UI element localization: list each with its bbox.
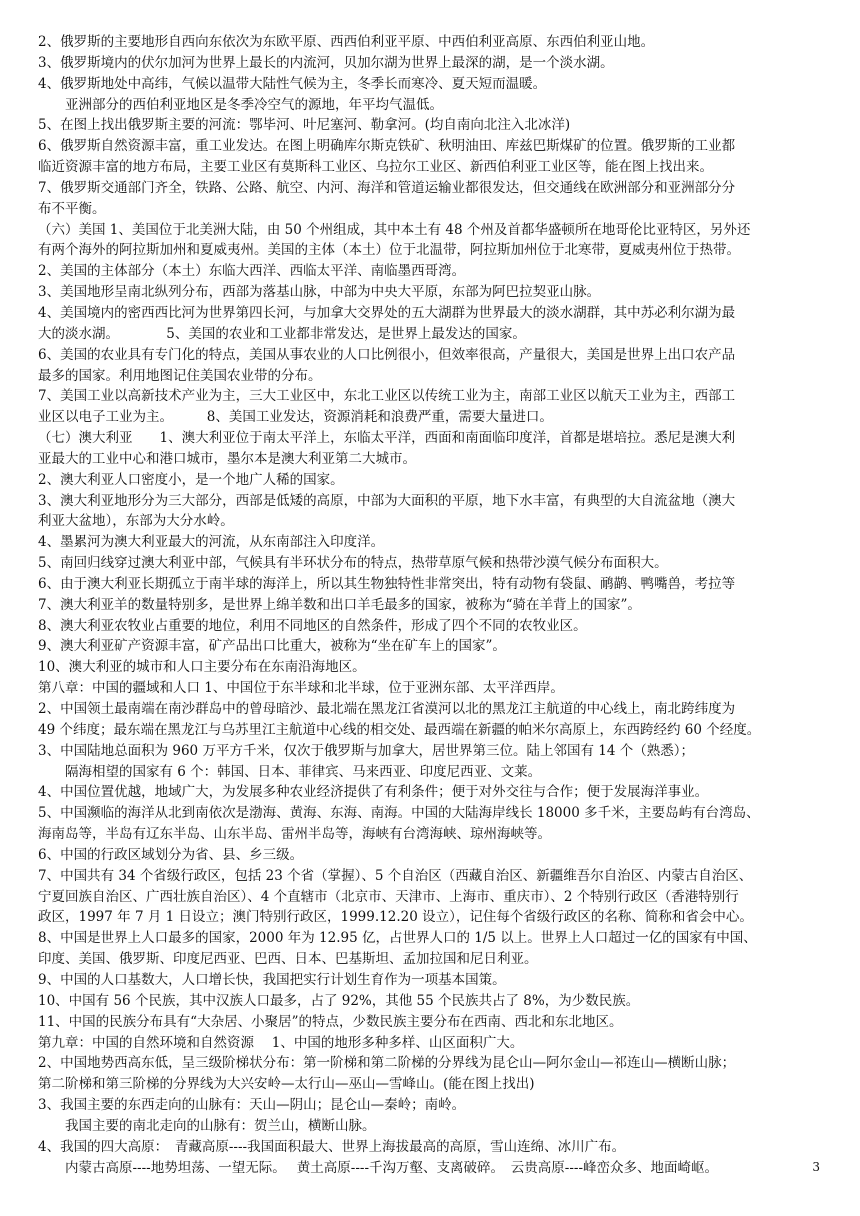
text-line: 第二阶梯和第三阶梯的分界线为大兴安岭—太行山—巫山—雪峰山。(能在图上找出) bbox=[38, 1076, 535, 1093]
text-line: 4、俄罗斯地处中高纬，气候以温带大陆性气候为主，冬季长而寒冷、夏天短而温暖。 bbox=[38, 75, 547, 92]
text-line: 大的淡水湖。 5、美国的农业和工业都非常发达，是世界上最发达的国家。 bbox=[38, 325, 526, 342]
text-line: 4、美国境内的密西西比河为世界第四长河，与加拿大交界处的五大湖群为世界最大的淡水湖群，其中苏必利尔湖为最 bbox=[38, 304, 736, 321]
text-line: 2、美国的主体部分（本土）东临大西洋、西临太平洋、南临墨西哥湾。 bbox=[38, 263, 466, 280]
text-line: 我国主要的南北走向的山脉有：贺兰山，横断山脉。 bbox=[65, 1117, 376, 1134]
text-line: 2、澳大利亚人口密度小，是一个地广人稀的国家。 bbox=[38, 471, 344, 488]
text-line: 2、中国领土最南端在南沙群岛中的曾母暗沙、最北端在黑龙江省漠河以北的黑龙江主航道的中心线上，南北跨纬度为 bbox=[38, 701, 736, 717]
text-line: 亚最大的工业中心和港口城市，墨尔本是澳大利亚第二大城市。 bbox=[38, 450, 416, 467]
text-line: 5、中国濒临的海洋从北到南依次是渤海、黄海、东海、南海。中国的大陆海岸线长 18000 多千米，主要岛屿有台湾岛、 bbox=[38, 805, 760, 822]
text-line: 5、南回归线穿过澳大利亚中部，气候具有半环状分布的特点，热带草原气候和热带沙漠气候分布面积大。 bbox=[38, 555, 668, 572]
text-line: 海南岛等，半岛有辽东半岛、山东半岛、雷州半岛等，海峡有台湾海峡、琼州海峡等。 bbox=[38, 826, 551, 843]
text-line: 内蒙古高原----地势坦荡、一望无际。 黄土高原----千沟万壑、支离破碎。 云贵高原----峰峦众多、地面崎岖。 bbox=[65, 1159, 719, 1176]
text-line: 7、美国工业以高新技术产业为主，三大工业区中，东北工业区以传统工业为主，南部工业区以航天工业为主，西部工 bbox=[38, 388, 736, 405]
text-line: 印度、美国、俄罗斯、印度尼西亚、巴西、日本、巴基斯坦、孟加拉国和尼日利亚。 bbox=[38, 951, 538, 968]
text-line: 3、美国地形呈南北纵列分布，西部为落基山脉，中部为中央大平原，东部为阿巴拉契亚山脉。 bbox=[38, 284, 601, 301]
text-line: 7、中国共有 34 个省级行政区，包括 23 个省（掌握）、5 个自治区（西藏自治区、新疆维吾尔自治区、内蒙古自治区、 bbox=[38, 867, 753, 884]
text-line: 布不平衡。 bbox=[38, 200, 106, 217]
text-line: 7、澳大利亚羊的数量特别多，是世界上绵羊数和出口羊毛最多的国家，被称为“骑在羊背上的国家”。 bbox=[38, 596, 641, 613]
document-page bbox=[38, 32, 826, 1182]
text-line: 政区，1997 年 7 月 1 日设立；澳门特别行政区，1999.12.20 设立），记住每个省级行政区的名称、简称和省会中心。 bbox=[38, 909, 753, 926]
text-line: 第九章：中国的自然环境和自然资源 1、中国的地形多种多样、山区面积广大。 bbox=[38, 1034, 524, 1051]
text-line: 最多的国家。利用地图记住美国农业带的分布。 bbox=[38, 367, 322, 384]
text-line: 49 个纬度；最东端在黑龙江与乌苏里江主航道中心线的相交处、最西端在新疆的帕米尔高原上，东西跨经约 60 个经度。 bbox=[38, 721, 761, 738]
text-line: 4、墨累河为澳大利亚最大的河流，从东南部注入印度洋。 bbox=[38, 534, 385, 551]
text-line: 4、我国的四大高原： 青藏高原----我国面积最大、世界上海拔最高的高原，雪山连绵、冰川广布。 bbox=[38, 1138, 626, 1155]
text-line: 4、中国位置优越，地域广大，为发展多种农业经济提供了有利条件；便于对外交往与合作；便于发展海洋事业。 bbox=[38, 784, 709, 801]
text-line: 9、澳大利亚矿产资源丰富，矿产品出口比重大，被称为“坐在矿车上的国家”。 bbox=[38, 638, 506, 655]
text-line: 6、中国的行政区域划分为省、县、乡三级。 bbox=[38, 846, 304, 863]
text-line: 11、中国的民族分布具有“大杂居、小聚居”的特点，少数民族主要分布在西南、西北和东北地区。 bbox=[38, 1013, 623, 1030]
text-line: 亚洲部分的西伯利亚地区是冬季冷空气的源地，年平均气温低。 bbox=[65, 96, 443, 113]
text-line: （六）美国 1、美国位于北美洲大陆，由 50 个州组成，其中本土有 48 个州及首都华盛顿所在地哥伦比亚特区，另外还 bbox=[38, 221, 751, 238]
text-line: 8、中国是世界上人口最多的国家，2000 年为 12.95 亿，占世界人口的 1/5 以上。世界上人口超过一亿的国家有中国、 bbox=[38, 930, 757, 947]
text-line: 3、澳大利亚地形分为三大部分，西部是低矮的高原，中部为大面积的平原，地下水丰富，有典型的大自流盆地（澳大 bbox=[38, 492, 736, 509]
text-line: 业区以电子工业为主。 8、美国工业发达，资源消耗和浪费严重，需要大量进口。 bbox=[38, 409, 553, 426]
text-line: 2、俄罗斯的主要地形自西向东依次为东欧平原、西西伯利亚平原、中西伯利亚高原、东西伯利亚山地。 bbox=[38, 34, 655, 50]
text-line: 6、由于澳大利亚长期孤立于南半球的海洋上，所以其生物独特性非常突出，特有动物有袋鼠、鸸鹋、鸭嘴兽，考拉等 bbox=[38, 575, 736, 592]
text-line: 9、中国的人口基数大，人口增长快，我国把实行计划生育作为一项基本国策。 bbox=[38, 971, 506, 988]
text-line: 有两个海外的阿拉斯加州和夏威夷州。美国的主体（本土）位于北温带，阿拉斯加州位于北寒带，夏威夷州位于热带。 bbox=[38, 242, 740, 259]
text-line: 3、中国陆地总面积为 960 万平方千米，仅次于俄罗斯与加拿大，居世界第三位。陆上邻国有 14 个（熟悉）； bbox=[38, 742, 694, 759]
text-line: 利亚大盆地），东部为大分水岭。 bbox=[38, 513, 234, 530]
text-line: 6、俄罗斯自然资源丰富，重工业发达。在图上明确库尔斯克铁矿、秋明油田、库兹巴斯煤矿的位置。俄罗斯的工业都 bbox=[38, 138, 736, 155]
text-line: 3、我国主要的东西走向的山脉有：天山—阴山；昆仑山—秦岭；南岭。 bbox=[38, 1097, 466, 1114]
text-line: 隔海相望的国家有 6 个：韩国、日本、菲律宾、马来西亚、印度尼西亚、文莱。 bbox=[65, 763, 542, 780]
text-line: 第八章：中国的疆域和人口 1、中国位于东半球和北半球，位于亚洲东部、太平洋西岸。 bbox=[38, 680, 564, 697]
text-line: 7、俄罗斯交通部门齐全，铁路、公路、航空、内河、海洋和管道运输业都很发达，但交通线在欧洲部分和亚洲部分分 bbox=[38, 179, 736, 196]
text-line: （七）澳大利亚 1、澳大利亚位于南太平洋上，东临太平洋，西面和南面临印度洋，首都是堪培拉。悉尼是澳大利 bbox=[38, 430, 736, 447]
text-line: 10、中国有 56 个民族，其中汉族人口最多，占了 92%，其他 55 个民族共占了 8%，为少数民族。 bbox=[38, 992, 640, 1009]
text-line: 6、美国的农业具有专门化的特点，美国从事农业的人口比例很小，但效率很高，产量很大，美国是世界上出口农产品 bbox=[38, 346, 736, 363]
text-line: 宁夏回族自治区、广西壮族自治区）、4 个直辖市（北京市、天津市、上海市、重庆市）、2 个特别行政区（香港特别行 bbox=[38, 888, 739, 905]
text-line: 2、中国地势西高东低，呈三级阶梯状分布：第一阶梯和第二阶梯的分界线为昆仑山—阿尔金山—祁连山—横断山脉； bbox=[38, 1055, 736, 1072]
text-line: 5、在图上找出俄罗斯主要的河流：鄂毕河、叶尼塞河、勒拿河。(均自南向北注入北冰洋) bbox=[38, 117, 571, 134]
page-number: 3 bbox=[812, 1160, 820, 1174]
text-line: 3、俄罗斯境内的伏尔加河为世界上最长的内流河，贝加尔湖为世界上最深的湖，是一个淡水湖。 bbox=[38, 54, 614, 71]
text-line: 10、澳大利亚的城市和人口主要分布在东南沿海地区。 bbox=[38, 659, 366, 676]
text-line: 8、澳大利亚农牧业占重要的地位，利用不同地区的自然条件，形成了四个不同的农牧业区。 bbox=[38, 617, 587, 634]
text-line: 临近资源丰富的地方布局，主要工业区有莫斯科工业区、乌拉尔工业区、新西伯利亚工业区等，能在图上找出来。 bbox=[38, 159, 713, 176]
